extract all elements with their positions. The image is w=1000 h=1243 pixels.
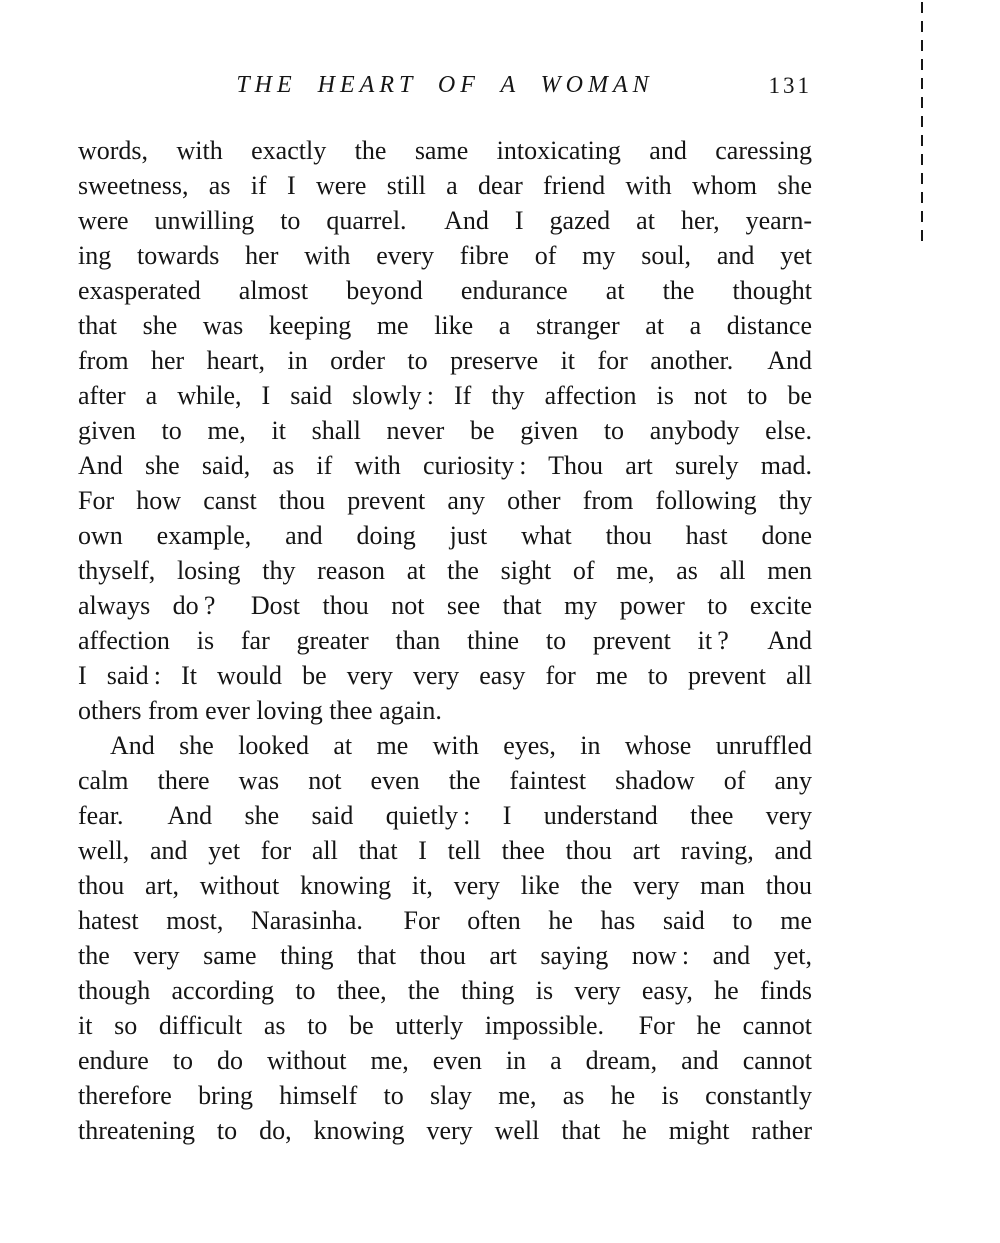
text-line: exasperated almost beyond endurance at the thought	[78, 276, 812, 305]
text-line: that she was keeping me like a stranger at a distance	[78, 311, 812, 340]
page-number: 131	[768, 73, 812, 98]
text-line: others from ever loving thee again.	[78, 696, 442, 725]
text-line: though according to thee, the thing is very easy, he finds	[78, 976, 812, 1005]
text-line: always do ? Dost thou not see that my power to excite	[78, 591, 812, 620]
text-line: sweetness, as if I were still a dear friend with whom she	[78, 171, 812, 200]
text-line: hatest most, Narasinha. For often he has said to me	[78, 906, 812, 935]
text-line: And she looked at me with eyes, in whose unruffled	[110, 731, 812, 760]
header-title: THE HEART OF A WOMAN	[236, 72, 654, 98]
text-line: calm there was not even the faintest shadow of any	[78, 766, 812, 795]
text-line: were unwilling to quarrel. And I gazed at her, yearn-	[78, 206, 812, 235]
text-line: affection is far greater than thine to prevent it ? And	[78, 626, 812, 655]
text-line: endure to do without me, even in a dream, and cannot	[78, 1046, 812, 1075]
scan-artifact-dashed-line	[921, 2, 923, 248]
text-line: threatening to do, knowing very well that he might rather	[78, 1116, 812, 1145]
text-line: And she said, as if with curiosity : Thou art surely mad.	[78, 451, 812, 480]
text-line: For how canst thou prevent any other from following thy	[78, 486, 812, 515]
text-line: ing towards her with every fibre of my soul, and yet	[78, 241, 812, 270]
text-line: words, with exactly the same intoxicating and caressing	[78, 136, 812, 165]
text-line: fear. And she said quietly : I understand thee very	[78, 801, 812, 830]
text-line: the very same thing that thou art saying now : and yet,	[78, 941, 812, 970]
text-line: well, and yet for all that I tell thee thou art raving, and	[78, 836, 812, 865]
text-line: from her heart, in order to preserve it for another. And	[78, 346, 812, 375]
text-line: therefore bring himself to slay me, as he is constantly	[78, 1081, 812, 1110]
text-line: thou art, without knowing it, very like the very man thou	[78, 871, 812, 900]
text-line: after a while, I said slowly : If thy affection is not to be	[78, 381, 812, 410]
page-body	[78, 133, 812, 1148]
text-line: given to me, it shall never be given to anybody else.	[78, 416, 812, 445]
text-line: thyself, losing thy reason at the sight of me, as all men	[78, 556, 812, 585]
text-line: it so difficult as to be utterly impossible. For he cannot	[78, 1011, 812, 1040]
running-header	[78, 72, 812, 102]
text-line: own example, and doing just what thou hast done	[78, 521, 812, 550]
text-line: I said : It would be very very easy for me to prevent all	[78, 661, 812, 690]
